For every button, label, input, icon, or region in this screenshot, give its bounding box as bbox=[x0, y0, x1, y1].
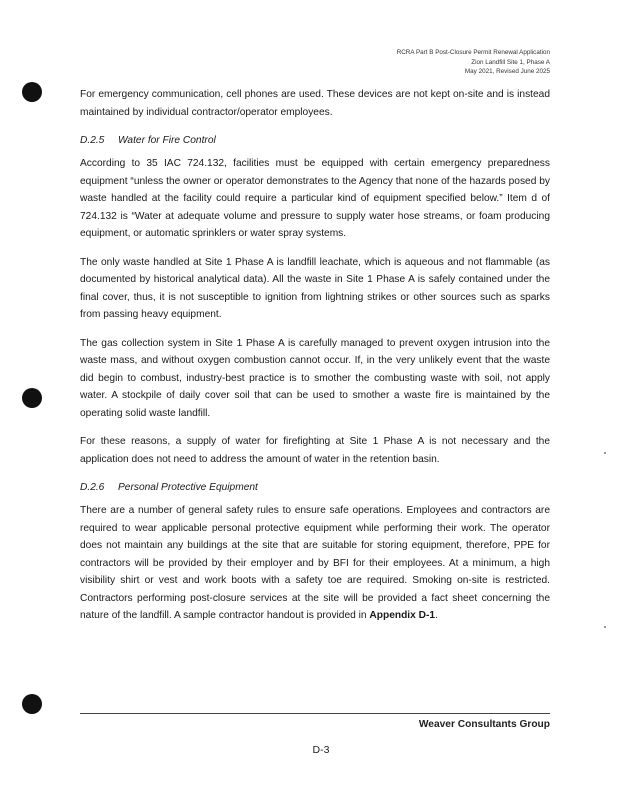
binder-hole-bottom bbox=[22, 694, 42, 714]
page-content bbox=[80, 86, 550, 636]
section-number: D.2.5 bbox=[80, 135, 105, 146]
footer-rule bbox=[80, 713, 550, 714]
paragraph-iac-requirement: According to 35 IAC 724.132, facilities must be equipped with certain emergency preparedness equipment “unless the owner or operator demonstrates to the Agency that none of the hazards posed by waste handled at the facility could require a particular kind of equipment specified below.” Item d of 724.132 is “Water at adequate volume and pressure to supply water hose streams, or foam producing equipment, or automatic sprinklers or water spray systems. bbox=[80, 158, 550, 239]
section-heading-water-fire-control bbox=[80, 132, 550, 149]
scan-artifact-mark bbox=[604, 626, 606, 628]
binder-hole-middle bbox=[22, 388, 42, 408]
paragraph-waste-handled: The only waste handled at Site 1 Phase A is landfill leachate, which is aqueous and not flammable (as documented by historical analytical data). All the waste in Site 1 Phase A is safely contained under the final cover, thus, it is not susceptible to ignition from lightning strikes or other sources such as sparks from passing heavy equipment. bbox=[80, 256, 550, 320]
footer-company: Weaver Consultants Group bbox=[418, 719, 550, 730]
appendix-reference: Appendix D-1 bbox=[369, 610, 436, 621]
sentence-end: . bbox=[435, 610, 438, 621]
binder-hole-top bbox=[22, 82, 42, 102]
header-line-2: Zion Landfill Site 1, Phase A bbox=[471, 58, 550, 66]
page-number: D-3 bbox=[312, 744, 330, 756]
section-heading-ppe bbox=[80, 479, 550, 496]
safety-rules-text: There are a number of general safety rules to ensure safe operations. Employees and contractors are required to wear applicable personal protective equipment while performing their work. The operator does not maintain any buildings at the site that are suitable for storing equipment, therefore, PPE for contractors will be provided by their employer and by BFI for their employees. At a minimum, a high visibility shirt or vest and work boots with a safety toe are required. Smoking on-site is restricted. Contractors performing post-closure services at the site will be provided a fact sheet concerning the nature of the landfill. A sample contractor handout is provided in bbox=[80, 505, 550, 621]
header-line-1: RCRA Part B Post-Closure Permit Renewal Application bbox=[396, 49, 550, 56]
paragraph-gas-collection: The gas collection system in Site 1 Phase A is carefully managed to prevent oxygen intrusion into the waste mass, and without oxygen combustion cannot occur. If, in the very unlikely event that the waste did begin to combust, industry-best practice is to smother the combusting waste with soil, not apply water. A stockpile of daily cover soil that can be used to smother a waste fire is maintained by the operating solid waste landfill. bbox=[80, 337, 550, 419]
section-title: Water for Fire Control bbox=[118, 135, 216, 146]
paragraph-conclusion: For these reasons, a supply of water for firefighting at Site 1 Phase A is not necessary and the application does not need to address the amount of water in the retention basin. bbox=[80, 436, 550, 465]
section-title: Personal Protective Equipment bbox=[118, 482, 258, 493]
paragraph-communication: For emergency communication, cell phones are used. These devices are not kept on-site and is instead maintained by individual contractor/operator employees. bbox=[80, 89, 550, 118]
section-number: D.2.6 bbox=[80, 482, 105, 493]
header-line-3: May 2021, Revised June 2025 bbox=[464, 68, 550, 75]
running-header bbox=[397, 48, 550, 77]
paragraph-safety-rules bbox=[80, 502, 550, 625]
scan-artifact-mark bbox=[604, 452, 606, 454]
